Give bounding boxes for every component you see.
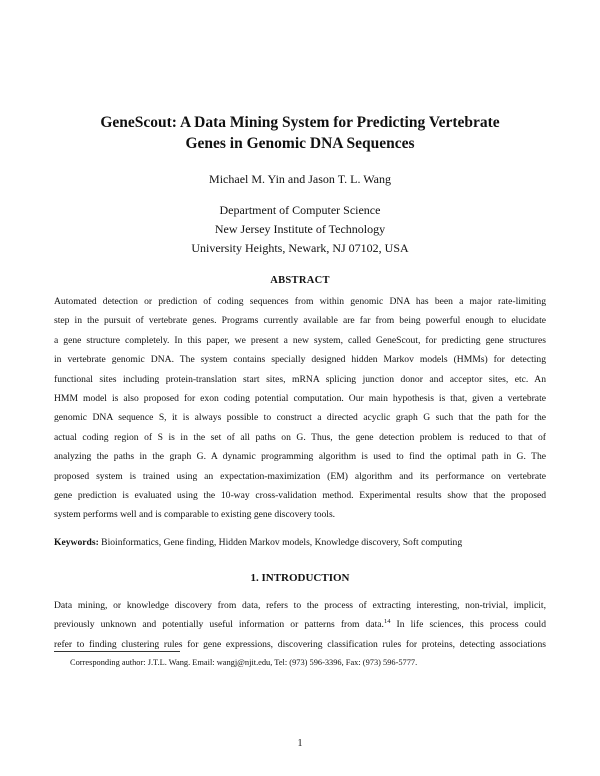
footnote-rule (54, 651, 180, 652)
intro-line: refer to finding clustering rules for gene expressions, discovering classification rules for proteins, detecting associations (54, 638, 546, 650)
affiliation-address: University Heights, Newark, NJ 07102, USA (191, 241, 409, 255)
keywords-label: Keywords: (54, 537, 99, 548)
abstract-line: gene prediction is evaluated using the 10-way cross-validation method. Experimental results show that the proposed (54, 490, 546, 502)
abstract-heading: ABSTRACT (270, 275, 330, 286)
authors: Michael M. Yin and Jason T. L. Wang (209, 172, 391, 186)
intro-line-tail: In life sciences, this process could (390, 619, 546, 631)
abstract-line: in vertebrate genomic DNA. The system contains specially designed hidden Markov models (HMMs) for detecting (54, 354, 546, 366)
abstract-body (54, 292, 546, 525)
affiliation-department: Department of Computer Science (219, 203, 381, 217)
citation-ref: 14 (383, 618, 391, 626)
introduction-body (54, 596, 546, 654)
section-heading: 1. INTRODUCTION (250, 572, 350, 584)
abstract-line: Automated detection or prediction of coding sequences from within genomic DNA has been a major rate-limiting (54, 296, 546, 307)
abstract-line: HMM model is also proposed for exon coding potential computation. Our main hypothesis is that, given a vertebrate (54, 393, 546, 405)
abstract-line: analyzing the paths in the graph G. A dynamic programming algorithm is used to find the optimal path in G. The (54, 451, 546, 463)
title-line-2: Genes in Genomic DNA Sequences (185, 135, 415, 152)
abstract-line: actual coding region of S is in the set of all paths on G. Thus, the gene detection problem is reduced to that of (54, 431, 546, 443)
keywords (54, 537, 546, 548)
abstract-line: functional sites including protein-translation start sites, mRNA splicing junction donor and acceptor sites, etc. An (54, 373, 546, 385)
affiliation (0, 201, 600, 258)
intro-line-text: previously unknown and potentially useful information or patterns from data. (54, 619, 384, 631)
abstract-line: a gene structure completely. In this paper, we present a new system, called GeneScout, for predicting gene structures (54, 334, 546, 346)
abstract-line: step in the pursuit of vertebrate genes. Programs currently available are far from being powerful enough to elucidate (54, 315, 546, 327)
footnote: Corresponding author: J.T.L. Wang. Email: wangj@njit.edu, Tel: (973) 596-3396, Fax: (973) 596-5777. (70, 658, 418, 667)
title-line-1: GeneScout: A Data Mining System for Predicting Vertebrate (100, 114, 500, 131)
keywords-text: Bioinformatics, Gene finding, Hidden Markov models, Knowledge discovery, Soft computing (101, 537, 463, 548)
intro-line (54, 615, 546, 634)
affiliation-institute: New Jersey Institute of Technology (214, 222, 386, 236)
abstract-line: proposed system is trained using an expectation-maximization (EM) algorithm and its performance on vertebrate (54, 470, 546, 482)
abstract-line: genomic DNA sequence S, it is always possible to construct a directed acyclic graph G such that the path for the (54, 412, 546, 424)
page-number: 1 (297, 738, 303, 749)
paper-title (40, 112, 560, 154)
intro-line: Data mining, or knowledge discovery from data, refers to the process of extracting interesting, non-trivial, implicit, (54, 600, 546, 611)
abstract-line: system performs well and is comparable to existing gene discovery tools. (54, 509, 336, 521)
